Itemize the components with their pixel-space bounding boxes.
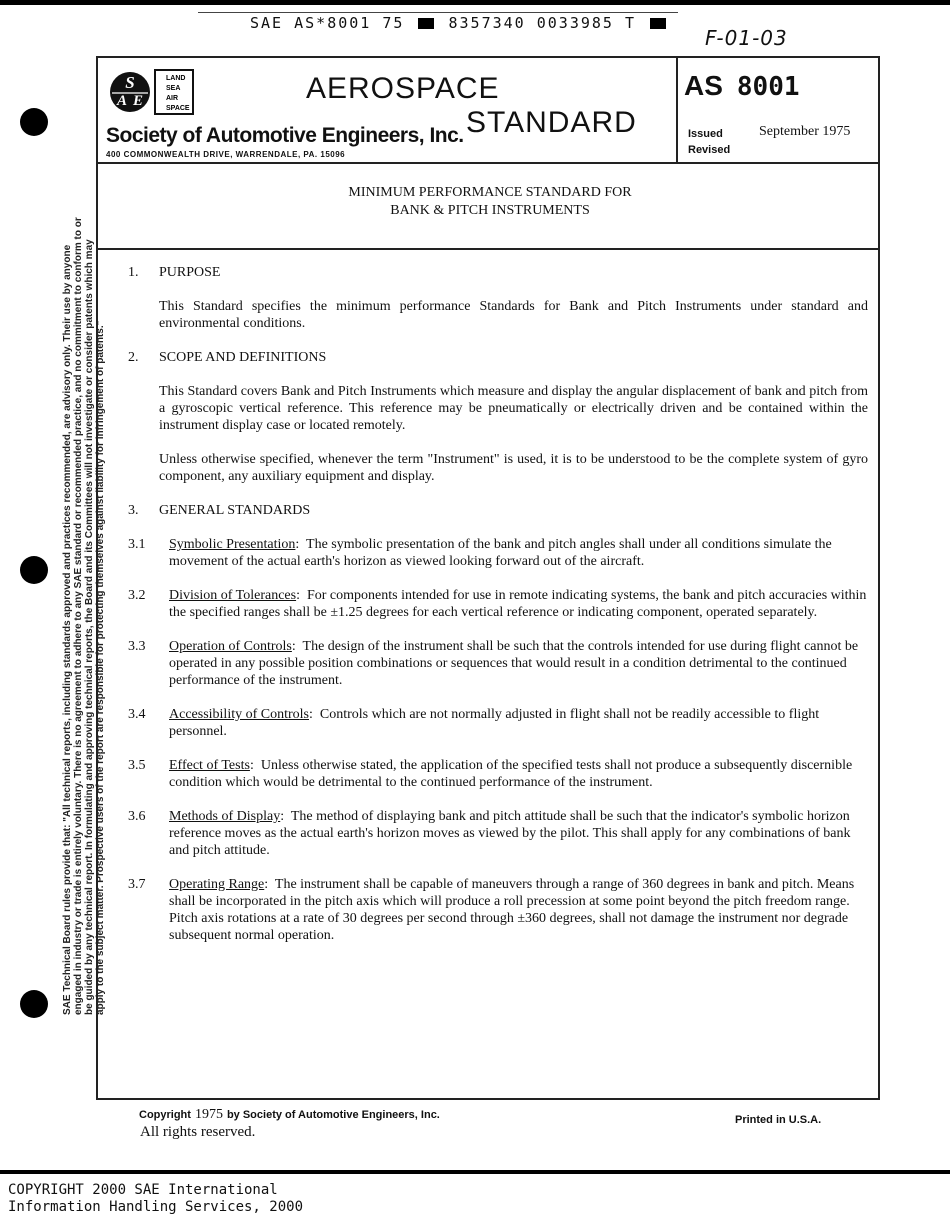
logo-letter-e: E	[132, 93, 144, 109]
code-bar-icon	[418, 18, 434, 29]
subsection-title: Methods of Display	[169, 809, 281, 824]
subsection-text: The design of the instrument shall be such that the controls intended for use during flight cannot be operated in any possible position combinations or sequences that would result in a condition detrimental to the continued performance of the instrument.	[169, 639, 859, 688]
copyright-year: 1975	[194, 1107, 223, 1122]
subsection-title: Effect of Tests	[169, 758, 250, 773]
subsection-number: 3.1	[128, 537, 146, 552]
as-number: 8001	[736, 72, 800, 102]
title-line-1: MINIMUM PERFORMANCE STANDARD FOR	[348, 185, 632, 200]
subsection-number: 3.4	[128, 707, 146, 722]
copyright-line	[139, 1107, 440, 1123]
side-advisory-notice: SAE Technical Board rules provide that: "All technical reports, including standards approved and practices recommended, are advisory only. Their use by anyone engaged in industry or trade is entirely voluntary. There is no agreement to adhere to any SAE standard or recommended practice, and no commitment to conform to or be guided by any technical report. In formulating and approving technical reports, the Board and its Committees will not investigate or consider patents which may apply to the subject matter. Prospective users of the report are responsible for protecting themselves against liability for infringement of patents."	[62, 217, 106, 1015]
subsection-3-5: 3.5 Effect of Tests: Unless otherwise stated, the application of the specified tests shall not produce a subsequently discernible condition which would be detrimental to the continued performance of the instrument.	[128, 758, 853, 790]
society-address: 400 COMMONWEALTH DRIVE, WARRENDALE, PA. 15096	[106, 150, 346, 159]
masthead-vertical-divider	[676, 56, 678, 163]
header-rule	[198, 12, 678, 13]
as-label: AS	[684, 70, 723, 101]
purpose-text: This Standard specifies the minimum performance Standards for Bank and Pitch Instruments under standard and environmental conditions.	[159, 299, 868, 331]
subsection-text: Controls which are not normally adjusted in flight shall not be readily accessible to flight personnel.	[169, 707, 820, 739]
masthead-divider	[96, 162, 880, 164]
subsection-number: 3.3	[128, 639, 146, 654]
subsection-text: The instrument shall be capable of maneuvers through a range of 360 degrees in bank and pitch. Means shall be incorporated in the pitch axis which will produce a roll precession at some point beyond the pitch freedom range. Pitch axis rotations at a rate of 30 degrees per second through ±360 degrees, shall not damage the instrument nor degrade subsequent normal operation.	[169, 877, 855, 943]
scan-footer	[8, 1182, 303, 1216]
masthead-standard: STANDARD	[466, 106, 637, 139]
revised-label: Revised	[688, 144, 731, 156]
title-line-2: BANK & PITCH INSTRUMENTS	[390, 203, 590, 218]
logo-letter-a: A	[116, 93, 128, 109]
scope-text-1: This Standard covers Bank and Pitch Instruments which measure and display the angular displacement of bank and pitch from a gyroscopic vertical reference. This reference may be pneumatically or electrically driven and be contained within the instrument display case or located remotely.	[159, 384, 868, 433]
logo-letter-s: S	[125, 73, 135, 92]
copyright-holder: by Society of Automotive Engineers, Inc.	[226, 1109, 440, 1121]
section-purpose	[128, 264, 868, 281]
subsection-text: Unless otherwise stated, the application of the specified tests shall not produce a subsequently discernible condition which would be detrimental to the continued performance of the instrument.	[169, 758, 853, 790]
document-code	[250, 14, 669, 32]
subsection-title: Operating Range	[169, 877, 265, 892]
title-divider	[96, 248, 880, 250]
subsection-text: The symbolic presentation of the bank and pitch angles shall under all conditions simulate the movement of the actual earth's horizon as viewed looking forward out of the aircraft.	[169, 537, 832, 569]
masthead-aerospace: AEROSPACE	[306, 72, 500, 105]
rights-reserved: All rights reserved.	[140, 1124, 256, 1140]
punch-hole-icon	[20, 990, 48, 1018]
top-scan-border	[0, 0, 950, 5]
subsection-3-1: 3.1 Symbolic Presentation: The symbolic presentation of the bank and pitch angles shall under all conditions simulate the movement of the actual earth's horizon as viewed looking forward out of the aircraft.	[128, 537, 832, 569]
subsection-text: The method of displaying bank and pitch attitude shall be such that the indicator's symbolic horizon reference moves as the actual earth's horizon moves as viewed by the pilot. This shall apply for any combinations of bank and pitch attitude.	[169, 809, 851, 858]
punch-hole-icon	[20, 108, 48, 136]
handwritten-note: F-01-03	[705, 26, 788, 50]
code-left: SAE AS*8001 75	[250, 14, 405, 32]
logo-word-space: SPACE	[166, 105, 190, 112]
section-scope	[128, 349, 868, 366]
subsection-title: Division of Tolerances	[169, 588, 297, 603]
section-number: 3.	[128, 503, 139, 518]
document-title	[300, 184, 680, 220]
subsection-text: For components intended for use in remote indicating systems, the bank and pitch accuracies within the specified ranges shall be ±1.25 degrees for each vertical reference or indicating component, operated separately.	[169, 588, 867, 620]
subsection-number: 3.5	[128, 758, 146, 773]
subsection-3-3: 3.3 Operation of Controls: The design of the instrument shall be such that the controls intended for use during flight cannot be operated in any possible position combinations or sequences that would result in a condition detrimental to the continued performance of the instrument.	[128, 639, 859, 688]
subsection-3-4: 3.4 Accessibility of Controls: Controls which are not normally adjusted in flight shall not be readily accessible to flight personnel.	[128, 707, 820, 739]
society-name: Society of Automotive Engineers, Inc.	[106, 124, 464, 147]
subsection-title: Operation of Controls	[169, 639, 292, 654]
code-bar-icon	[650, 18, 666, 29]
issued-date: September 1975	[759, 124, 851, 139]
section-heading: SCOPE AND DEFINITIONS	[159, 350, 327, 365]
document-body	[128, 264, 868, 961]
section-heading: GENERAL STANDARDS	[159, 503, 311, 518]
punch-hole-icon	[20, 556, 48, 584]
issued-label: Issued	[688, 128, 723, 140]
subsection-3-6: 3.6 Methods of Display: The method of displaying bank and pitch attitude shall be such that the indicator's symbolic horizon reference moves as the actual earth's horizon moves as viewed by the pilot. This shall apply for any combinations of bank and pitch attitude.	[128, 809, 851, 858]
subsection-number: 3.2	[128, 588, 146, 603]
copyright-word: Copyright	[139, 1109, 191, 1121]
bottom-scan-border	[0, 1170, 950, 1174]
section-heading: PURPOSE	[159, 265, 221, 280]
subsection-number: 3.6	[128, 809, 146, 824]
issue-labels	[688, 126, 730, 158]
footer-line-1: COPYRIGHT 2000 SAE International	[8, 1182, 278, 1198]
footer-line-2: Information Handling Services, 2000	[8, 1199, 304, 1215]
subsection-3-2: 3.2 Division of Tolerances: For components intended for use in remote indicating systems, the bank and pitch accuracies within the specified ranges shall be ±1.25 degrees for each vertical reference or indicating component, operated separately.	[128, 588, 867, 620]
subsection-title: Symbolic Presentation	[169, 537, 296, 552]
subsection-number: 3.7	[128, 877, 146, 892]
subsection-3-7: 3.7 Operating Range: The instrument shall be capable of maneuvers through a range of 360 degrees in bank and pitch. Means shall be incorporated in the pitch axis which will produce a roll precession at some point beyond the pitch freedom range. Pitch axis rotations at a rate of 30 degrees per second through ±360 degrees, shall not damage the instrument nor degrade subsequent normal operation.	[128, 877, 855, 943]
logo-word-air: AIR	[166, 95, 179, 102]
logo-word-sea: SEA	[166, 85, 181, 92]
section-number: 1.	[128, 265, 139, 280]
logo-word-land: LAND	[166, 75, 186, 82]
scope-text-2: Unless otherwise specified, whenever the term "Instrument" is used, it is to be understood to be the complete system of gyro component, any auxiliary equipment and display.	[159, 452, 868, 484]
section-general	[128, 502, 868, 519]
subsection-title: Accessibility of Controls	[169, 707, 309, 722]
code-mid: 8357340 0033985 T	[448, 14, 637, 32]
printed-in: Printed in U.S.A.	[735, 1114, 822, 1126]
standard-number	[684, 70, 800, 102]
sae-logo	[108, 66, 194, 118]
section-number: 2.	[128, 350, 139, 365]
